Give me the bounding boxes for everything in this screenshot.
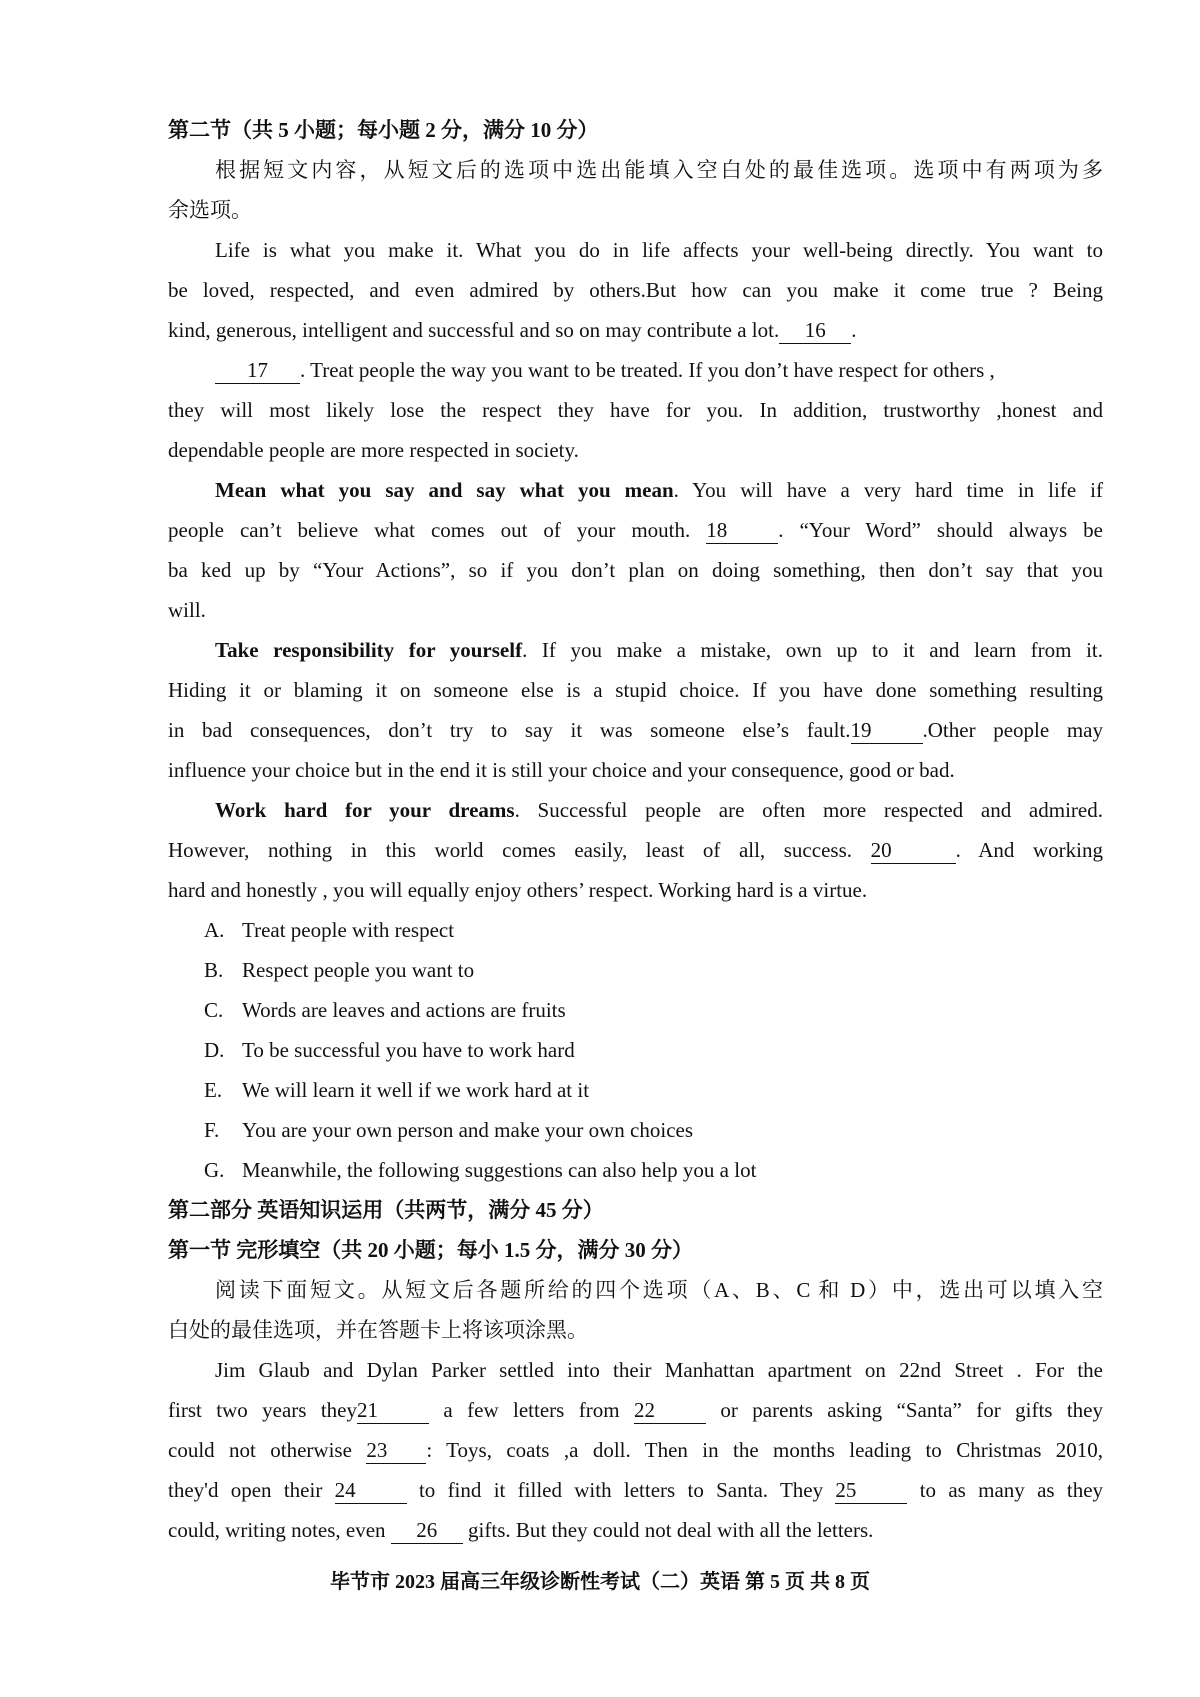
option-text: Treat people with respect [242,918,455,942]
instruction-line: 根据短文内容，从短文后的选项中选出能填入空白处的最佳选项。选项中有两项为多 [215,158,1103,182]
blank-22: 22 [634,1397,706,1424]
passage-line: dependable people are more respected in society. [168,438,579,462]
passage-text: . “Your Word” should always be [778,518,1104,542]
blank-21: 21 [357,1397,429,1424]
tip-title: Work hard for your dreams [215,798,515,822]
passage-line [168,710,1103,750]
cloze-text: could, writing notes, even [168,1518,386,1542]
passage-text: kind, generous, intelligent and successful and so on may contribute a lot. [168,318,780,342]
passage-line: they will most likely lose the respect they have for you. In addition, trustworthy ,honest and [168,398,1103,422]
blank-25: 25 [835,1477,907,1504]
passage-line: Hiding it or blaming it on someone else is a stupid choice. If you have done something resulting [168,678,1103,702]
cloze-text: to find it filled with letters to Santa. They [418,1478,824,1502]
blank-19: 19 [851,717,923,744]
option-text: Respect people you want to [242,958,475,982]
passage-text: in bad consequences, don’t try to say it was someone else’s fault. [168,718,851,742]
passage-line [168,310,1103,350]
passage-line [168,830,1103,870]
option-letter: A. [204,918,225,942]
option-letter: C. [204,998,224,1022]
passage-line [168,350,1103,390]
cloze-text: a few letters from [443,1398,620,1422]
option-text: You are your own person and make your own choices [242,1118,694,1142]
cloze-text: they'd open their [168,1478,323,1502]
blank-23: 23 [366,1437,426,1464]
option-text: We will learn it well if we work hard at it [242,1078,590,1102]
blank-16: 16 [779,317,851,344]
cloze-line: Jim Glaub and Dylan Parker settled into their Manhattan apartment on 22nd Street . For the [215,1358,1103,1382]
cloze-text: or parents asking “Santa” for gifts they [720,1398,1104,1422]
passage-text: . Treat people the way you want to be treated. If you don’t have respect for others , [300,358,995,382]
blank-20: 20 [871,837,956,864]
blank-18: 18 [706,517,778,544]
tip-title: Take responsibility for yourself [215,638,523,662]
cloze-text: : Toys, coats ,a doll. Then in the months leading to Christmas 2010, [426,1438,1104,1462]
passage-line: hard and honestly , you will equally enjoy others’ respect. Working hard is a virtue. [168,878,868,902]
passage-line [168,630,1103,670]
instruction-line: 阅读下面短文。从短文后各题所给的四个选项（A、B、C 和 D）中，选出可以填入空 [215,1278,1103,1302]
blank-26: 26 [391,1517,463,1544]
cloze-text: gifts. But they could not deal with all the letters. [468,1518,874,1542]
option-a [168,910,1103,950]
option-letter: D. [204,1038,225,1062]
cloze-line [168,1470,1103,1510]
option-e [168,1070,1103,1110]
options-list [168,910,1103,1190]
passage-line [168,470,1103,510]
passage-text: . If you make a mistake, own up to it and learn from it. [522,638,1103,662]
passage-line [168,510,1103,550]
passage-line: will. [168,598,206,622]
cloze-line [168,1510,1103,1550]
passage-text: . Successful people are often more respected and admired. [514,798,1103,822]
passage-line: ba ked up by “Your Actions”, so if you don’t plan on doing something, then don’t say that you [168,558,1103,582]
cloze-text: to as many as they [919,1478,1104,1502]
section-heading: 第二节（共 5 小题；每小题 2 分，满分 10 分） [168,118,599,142]
option-letter: B. [204,958,224,982]
passage-text: .Other people may [922,718,1103,742]
option-letter: G. [204,1158,225,1182]
instruction-line: 余选项。 [168,198,252,222]
option-text: Words are leaves and actions are fruits [242,998,566,1022]
blank-24: 24 [335,1477,407,1504]
option-text: Meanwhile, the following suggestions can also help you a lot [242,1158,757,1182]
option-letter: E. [204,1078,223,1102]
option-g [168,1150,1103,1190]
option-letter: F. [204,1118,220,1142]
cloze-line [168,1430,1103,1470]
passage-text: . And working [955,838,1104,862]
part-heading: 第二部分 英语知识运用（共两节，满分 45 分） [168,1198,604,1222]
blank-17: 17 [215,357,300,384]
option-f [168,1110,1103,1150]
passage-line: influence your choice but in the end it is still your choice and your consequence, good or bad. [168,758,955,782]
passage-text: people can’t believe what comes out of your mouth. [168,518,691,542]
tip-title: Mean what you say and say what you mean [215,478,674,502]
cloze-text: could not otherwise [168,1438,352,1462]
cloze-line [168,1390,1103,1430]
option-b [168,950,1103,990]
passage-line: be loved, respected, and even admired by others.But how can you make it come true ? Being [168,278,1103,302]
page-content [168,110,1103,1550]
passage-text: However, nothing in this world comes easily, least of all, success. [168,838,852,862]
option-c [168,990,1103,1030]
instruction-line: 白处的最佳选项，并在答题卡上将该项涂黑。 [168,1318,588,1342]
passage-line: Life is what you make it. What you do in life affects your well-being directly. You want to [215,238,1103,262]
option-text: To be successful you have to work hard [242,1038,575,1062]
passage-line [168,790,1103,830]
passage-text: . You will have a very hard time in life if [673,478,1103,502]
passage-text: . [851,318,857,342]
cloze-text: first two years they [168,1398,357,1422]
option-d [168,1030,1103,1070]
section-heading: 第一节 完形填空（共 20 小题；每小 1.5 分，满分 30 分） [168,1238,693,1262]
page-footer: 毕节市 2023 届高三年级诊断性考试（二）英语 第 5 页 共 8 页 [330,1571,870,1593]
